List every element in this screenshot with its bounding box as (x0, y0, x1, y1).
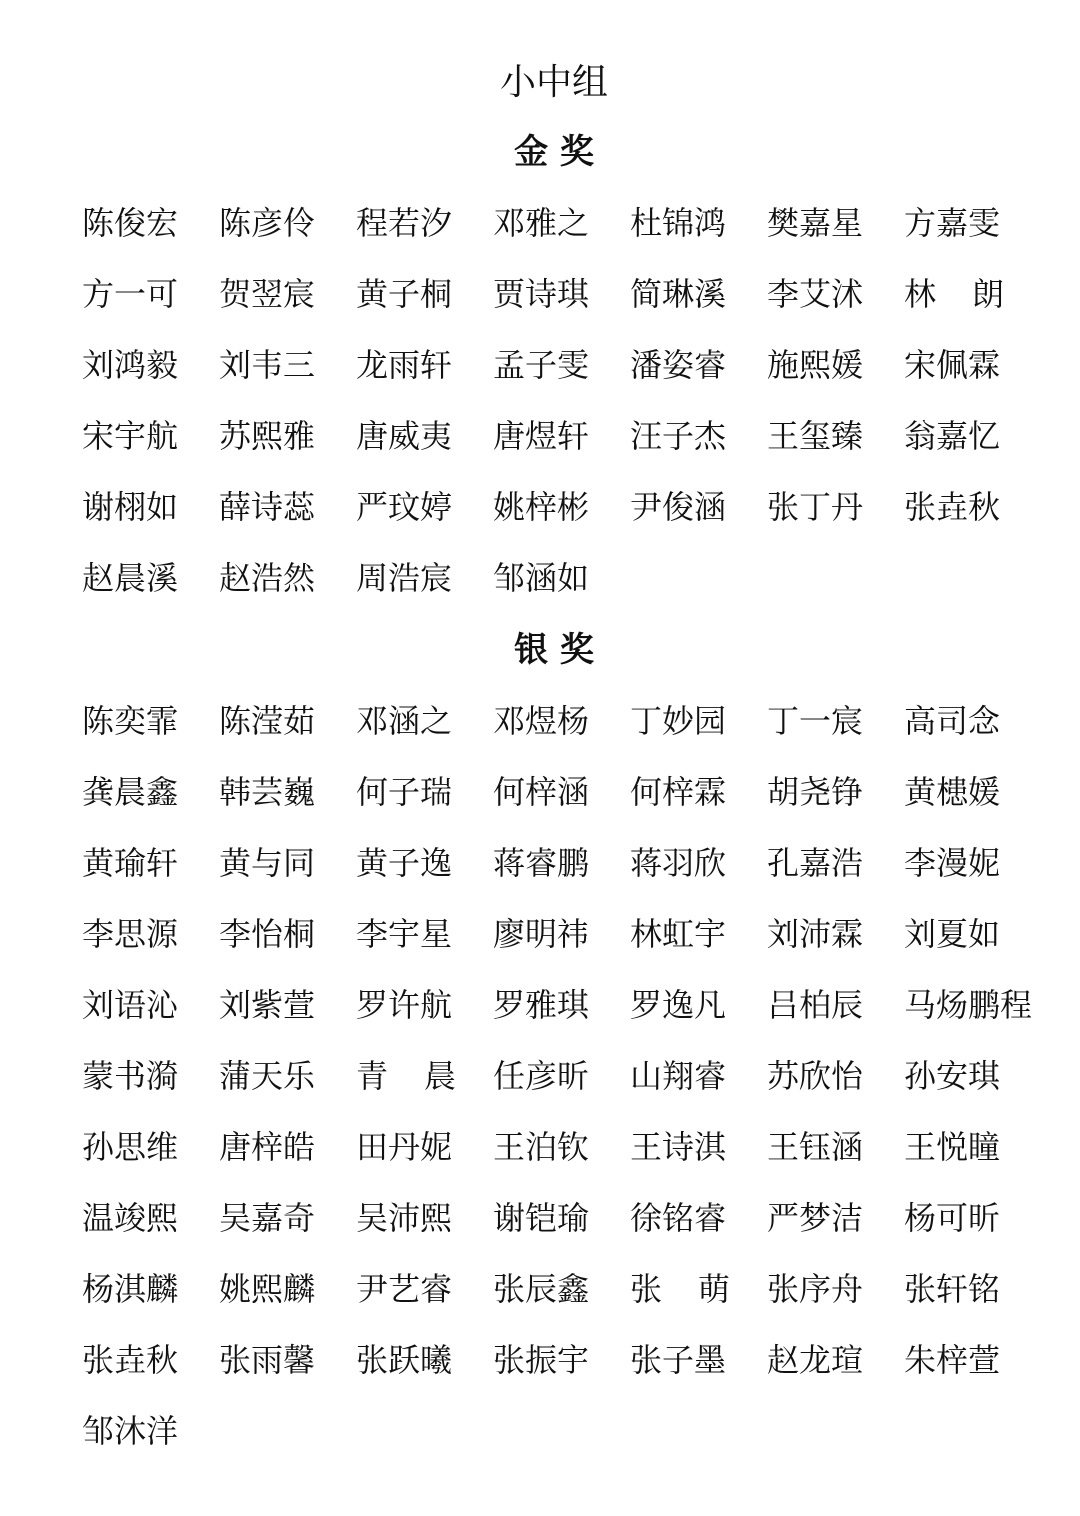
name-item: 黄与同 (219, 844, 316, 882)
name-item: 龙雨轩 (356, 346, 453, 384)
name-item: 张序舟 (767, 1270, 864, 1308)
name-item: 潘姿睿 (630, 346, 727, 384)
name-item: 黄槵媛 (904, 773, 1001, 811)
name-item: 程若汐 (356, 204, 453, 242)
name-item: 方嘉雯 (904, 204, 1001, 242)
name-item: 邓煜杨 (493, 702, 590, 740)
name-item: 刘鸿毅 (82, 346, 179, 384)
name-item: 杜锦鸿 (630, 204, 727, 242)
name-item: 赵龙瑄 (767, 1341, 864, 1379)
name-item: 何子瑞 (356, 773, 453, 811)
name-item: 孟子雯 (493, 346, 590, 384)
name-item: 王泊钦 (493, 1128, 590, 1166)
name-item: 林虹宇 (630, 915, 727, 953)
name-item: 孙安琪 (904, 1057, 1001, 1095)
name-item: 严梦洁 (767, 1199, 864, 1237)
name-item: 翁嘉忆 (904, 417, 1001, 455)
name-item: 蒋羽欣 (630, 844, 727, 882)
name-item: 张轩铭 (904, 1270, 1001, 1308)
name-item: 谢铠瑜 (493, 1199, 590, 1237)
name-item: 简琳溪 (630, 275, 727, 313)
name-item: 陈彦伶 (219, 204, 316, 242)
name-item: 贺翌宸 (219, 275, 316, 313)
name-item: 刘语沁 (82, 986, 179, 1024)
name-item: 刘韦三 (219, 346, 316, 384)
name-item: 薛诗蕊 (219, 488, 316, 526)
name-item: 吴嘉奇 (219, 1199, 316, 1237)
name-item: 丁一宸 (767, 702, 864, 740)
name-item: 邓涵之 (356, 702, 453, 740)
name-item: 姚梓彬 (493, 488, 590, 526)
name-item: 张垚秋 (904, 488, 1001, 526)
name-item: 马炀鹏程 (904, 986, 1033, 1024)
gold-award-heading: 金 奖 (514, 132, 594, 172)
name-item: 杨淇麟 (82, 1270, 179, 1308)
name-item: 蒙书漪 (82, 1057, 179, 1095)
name-item: 廖明祎 (493, 915, 590, 953)
name-item: 王诗淇 (630, 1128, 727, 1166)
name-item: 孙思维 (82, 1128, 179, 1166)
name-item: 周浩宸 (356, 559, 453, 597)
name-item: 邹涵如 (493, 559, 590, 597)
name-item: 蒋睿鹏 (493, 844, 590, 882)
name-item: 张雨馨 (219, 1341, 316, 1379)
name-item: 樊嘉星 (767, 204, 864, 242)
name-item: 田丹妮 (356, 1128, 453, 1166)
name-item: 刘紫萱 (219, 986, 316, 1024)
name-item: 张振宇 (493, 1341, 590, 1379)
name-item: 山翔睿 (630, 1057, 727, 1095)
name-item: 何梓霖 (630, 773, 727, 811)
name-item: 方一可 (82, 275, 179, 313)
name-item: 龚晨鑫 (82, 773, 179, 811)
gold-award-name-list (82, 196, 1042, 622)
name-item: 赵晨溪 (82, 559, 179, 597)
name-item: 陈俊宏 (82, 204, 179, 242)
name-item: 高司念 (904, 702, 1001, 740)
name-item: 黄瑜轩 (82, 844, 179, 882)
name-item: 施熙媛 (767, 346, 864, 384)
name-item: 林 朗 (904, 275, 1004, 313)
name-item: 李宇星 (356, 915, 453, 953)
name-item: 胡尧铮 (767, 773, 864, 811)
name-item: 张子墨 (630, 1341, 727, 1379)
name-item: 丁妙园 (630, 702, 727, 740)
name-item: 苏熙雅 (219, 417, 316, 455)
name-item: 唐威夷 (356, 417, 453, 455)
name-item: 李怡桐 (219, 915, 316, 953)
silver-award-heading: 银 奖 (514, 630, 594, 670)
name-item: 赵浩然 (219, 559, 316, 597)
page-title: 小中组 (499, 62, 608, 103)
name-item: 邹沐洋 (82, 1412, 179, 1450)
name-item: 陈滢茹 (219, 702, 316, 740)
name-item: 邓雅之 (493, 204, 590, 242)
name-item: 唐煜轩 (493, 417, 590, 455)
name-item: 李艾沭 (767, 275, 864, 313)
name-item: 王玺臻 (767, 417, 864, 455)
name-item: 蒲天乐 (219, 1057, 316, 1095)
name-item: 李思源 (82, 915, 179, 953)
name-item: 姚熙麟 (219, 1270, 316, 1308)
name-item: 尹俊涵 (630, 488, 727, 526)
name-item: 罗许航 (356, 986, 453, 1024)
name-item: 何梓涵 (493, 773, 590, 811)
name-item: 唐梓皓 (219, 1128, 316, 1166)
name-item: 李漫妮 (904, 844, 1001, 882)
name-item: 黄子桐 (356, 275, 453, 313)
name-item: 宋佩霖 (904, 346, 1001, 384)
name-item: 严玟婷 (356, 488, 453, 526)
name-item: 贾诗琪 (493, 275, 590, 313)
name-item: 任彦昕 (493, 1057, 590, 1095)
name-item: 杨可昕 (904, 1199, 1001, 1237)
name-item: 罗雅琪 (493, 986, 590, 1024)
name-item: 吕柏辰 (767, 986, 864, 1024)
name-item: 汪子杰 (630, 417, 727, 455)
name-item: 尹艺睿 (356, 1270, 453, 1308)
name-item: 王钰涵 (767, 1128, 864, 1166)
name-item: 孔嘉浩 (767, 844, 864, 882)
name-item: 陈奕霏 (82, 702, 179, 740)
name-item: 罗逸凡 (630, 986, 727, 1024)
name-item: 张丁丹 (767, 488, 864, 526)
name-item: 刘沛霖 (767, 915, 864, 953)
name-item: 王悦瞳 (904, 1128, 1001, 1166)
name-item: 黄子逸 (356, 844, 453, 882)
name-item: 青 晨 (356, 1057, 456, 1095)
name-item: 宋宇航 (82, 417, 179, 455)
name-item: 徐铭睿 (630, 1199, 727, 1237)
name-item: 张垚秋 (82, 1341, 179, 1379)
name-item: 吴沛熙 (356, 1199, 453, 1237)
name-item: 朱梓萱 (904, 1341, 1001, 1379)
name-item: 谢栩如 (82, 488, 179, 526)
silver-award-name-list (82, 694, 1042, 1475)
name-item: 张辰鑫 (493, 1270, 590, 1308)
name-item: 张跃曦 (356, 1341, 453, 1379)
name-item: 刘夏如 (904, 915, 1001, 953)
name-item: 温竣熙 (82, 1199, 179, 1237)
name-item: 韩芸巍 (219, 773, 316, 811)
name-item: 苏欣怡 (767, 1057, 864, 1095)
name-item: 张 萌 (630, 1270, 730, 1308)
